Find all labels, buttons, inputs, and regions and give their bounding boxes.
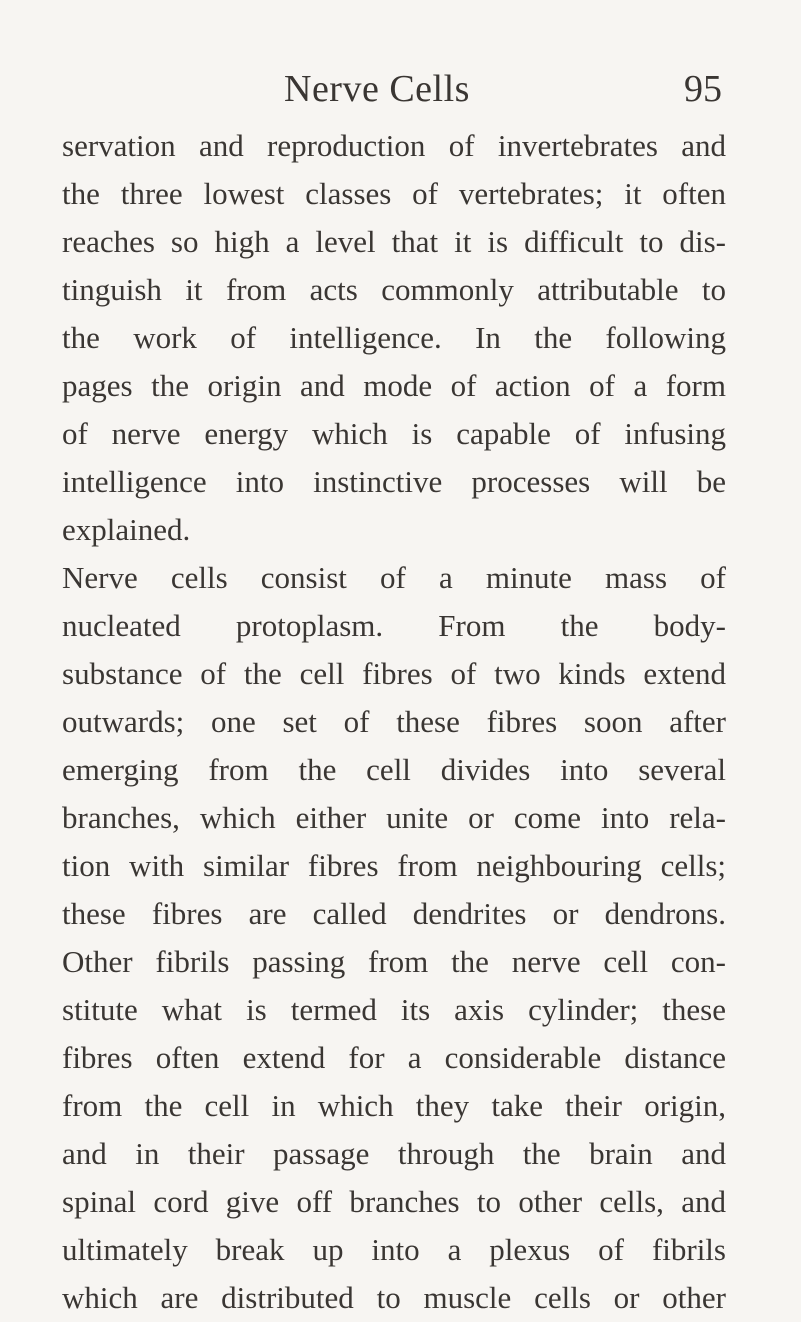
text-line: Other fibrils passing from the nerve cell con-: [62, 944, 726, 979]
text-line: stitute what is termed its axis cylinder; these: [62, 992, 726, 1027]
text-line: fibres often extend for a considerable distance: [62, 1040, 726, 1075]
text-line: outwards; one set of these fibres soon after: [62, 704, 726, 739]
text-line: which are distributed to muscle cells or other: [62, 1280, 726, 1315]
text-line: from the cell in which they take their origin,: [62, 1088, 726, 1123]
text-line: these fibres are called dendrites or dendrons.: [62, 896, 726, 931]
text-line: servation and reproduction of invertebrates and: [62, 128, 726, 163]
text-line: ultimately break up into a plexus of fibrils: [62, 1232, 726, 1267]
text-line: and in their passage through the brain and: [62, 1136, 726, 1171]
text-line: pages the origin and mode of action of a form: [62, 368, 726, 403]
text-line: tion with similar fibres from neighbouring cells;: [62, 848, 726, 883]
text-line: the work of intelligence. In the following: [62, 320, 726, 355]
text-line: the three lowest classes of vertebrates; it often: [62, 176, 726, 211]
text-line: emerging from the cell divides into several: [62, 752, 726, 787]
body-text: [62, 122, 726, 1322]
text-line: explained.: [62, 512, 191, 547]
text-line: of nerve energy which is capable of infusing: [62, 416, 726, 451]
text-line: reaches so high a level that it is difficult to dis-: [62, 224, 726, 259]
text-line: branches, which either unite or come into rela-: [62, 800, 726, 835]
page-number: 95: [684, 68, 722, 110]
running-title: Nerve Cells: [284, 68, 470, 110]
text-line: nucleated protoplasm. From the body-: [62, 608, 726, 643]
text-line: intelligence into instinctive processes will be: [62, 464, 726, 499]
running-head: [62, 64, 722, 114]
text-line: spinal cord give off branches to other cells, and: [62, 1184, 726, 1219]
text-line: substance of the cell fibres of two kinds extend: [62, 656, 726, 691]
text-line: Nerve cells consist of a minute mass of: [62, 560, 726, 595]
text-line: tinguish it from acts commonly attributable to: [62, 272, 726, 307]
